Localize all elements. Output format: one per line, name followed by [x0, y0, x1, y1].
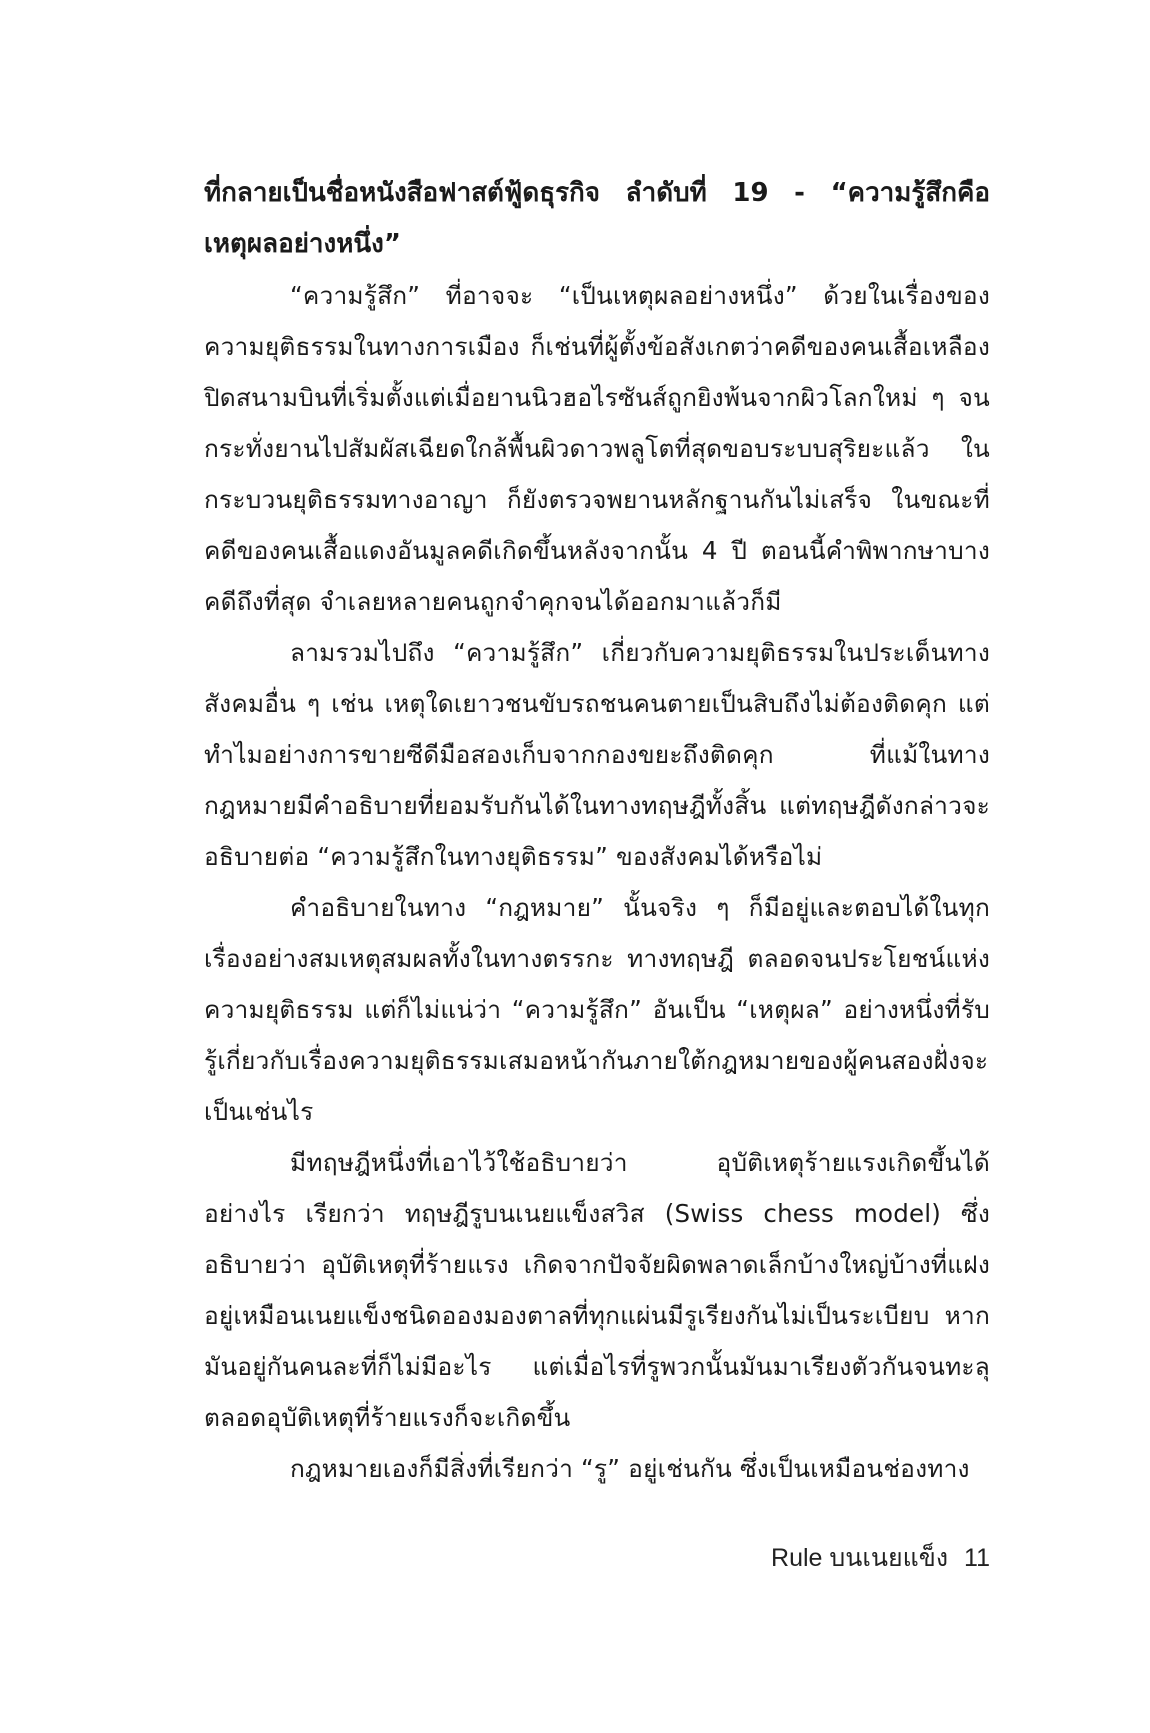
- page-number: 11: [964, 1544, 990, 1572]
- paragraph: คำอธิบายในทาง “กฎหมาย” นั้นจริง ๆ ก็มีอยู่และตอบได้ในทุกเรื่องอย่างสมเหตุสมผลทั้งในทางตรรกะ ทางทฤษฎี ตลอดจนประโยชน์แห่งความยุติธรรม แต่ก็ไม่แน่ว่า “ความรู้สึก” อันเป็น “เหตุผล” อย่างหนึ่งที่รับรู้เกี่ยวกับเรื่องความยุติธรรมเสมอหน้ากันภายใต้กฎหมายของผู้คนสองฝั่งจะเป็นเช่นไร: [204, 893, 990, 1126]
- page-footer: [771, 1538, 990, 1578]
- section-heading: ที่กลายเป็นชื่อหนังสือฟาสต์ฟู้ดธุรกิจ ลำดับที่ 19 - “ความรู้สึกคือเหตุผลอย่างหนึ่ง”: [204, 178, 990, 259]
- paragraph: กฎหมายเองก็มีสิ่งที่เรียกว่า “รู” อยู่เช่นกัน ซึ่งเป็นเหมือนช่องทาง: [290, 1454, 970, 1483]
- paragraph: ลามรวมไปถึง “ความรู้สึก” เกี่ยวกับความยุติธรรมในประเด็นทางสังคมอื่น ๆ เช่น เหตุใดเยาวชนขับรถชนคนตายเป็นสิบถึงไม่ต้องติดคุก แต่ทำไมอย่างการขายซีดีมือสองเก็บจากกองขยะถึงติดคุก ที่แม้ในทางกฎหมายมีคำอธิบายที่ยอมรับกันได้ในทางทฤษฎีทั้งสิ้น แต่ทฤษฎีดังกล่าวจะอธิบายต่อ “ความรู้สึกในทางยุติธรรม” ของสังคมได้หรือไม่: [204, 638, 990, 871]
- body-text: [204, 168, 990, 1494]
- paragraph: “ความรู้สึก” ที่อาจจะ “เป็นเหตุผลอย่างหนึ่ง” ด้วยในเรื่องของความยุติธรรมในทางการเมือง ก็เช่นที่ผู้ตั้งข้อสังเกตว่าคดีของคนเสื้อเหลืองปิดสนามบินที่เริ่มตั้งแต่เมื่อยานนิวฮอไรซันส์ถูกยิงพ้นจากผิวโลกใหม่ ๆ จนกระทั่งยานไปสัมผัสเฉียดใกล้พื้นผิวดาวพลูโตที่สุดขอบระบบสุริยะแล้ว ในกระบวนยุติธรรมทางอาญา ก็ยังตรวจพยานหลักฐานกันไม่เสร็จ ในขณะที่คดีของคนเสื้อแดงอันมูลคดีเกิดขึ้นหลังจากนั้น 4 ปี ตอนนี้คำพิพากษาบางคดีถึงที่สุด จำเลยหลายคนถูกจำคุกจนได้ออกมาแล้วก็มี: [204, 281, 990, 616]
- running-title: Rule บนเนยแข็ง: [771, 1544, 949, 1572]
- paragraph: มีทฤษฎีหนึ่งที่เอาไว้ใช้อธิบายว่า อุบัติเหตุร้ายแรงเกิดขึ้นได้อย่างไร เรียกว่า ทฤษฎีรูบนเนยแข็งสวิส (Swiss chess model) ซึ่งอธิบายว่า อุบัติเหตุที่ร้ายแรง เกิดจากปัจจัยผิดพลาดเล็กบ้างใหญ่บ้างที่แฝงอยู่เหมือนเนยแข็งชนิดอองมองตาลที่ทุกแผ่นมีรูเรียงกันไม่เป็นระเบียบ หากมันอยู่กันคนละที่ก็ไม่มีอะไร แต่เมื่อไรที่รูพวกนั้นมันมาเรียงตัวกันจนทะลุตลอดอุบัติเหตุที่ร้ายแรงก็จะเกิดขึ้น: [204, 1148, 990, 1432]
